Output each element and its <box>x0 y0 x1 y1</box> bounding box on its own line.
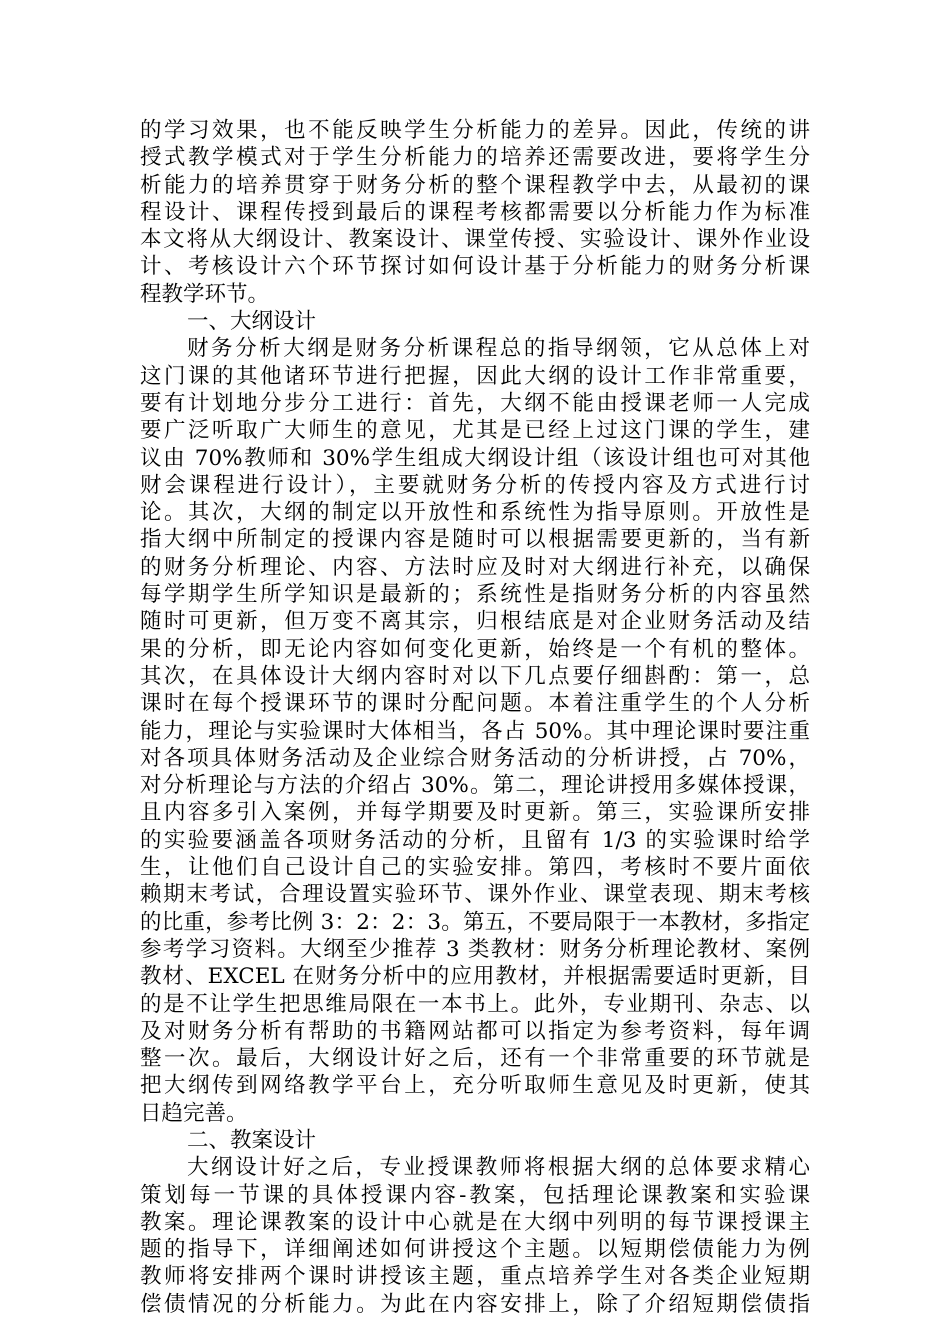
text-line: 教师将安排两个课时讲授该主题，重点培养学生对各类企业短期 <box>140 1264 810 1290</box>
text-line: 其次，在具体设计大纲内容时对以下几点要仔细斟酌：第一，总 <box>140 663 810 689</box>
text-line: 随时可更新，但万变不离其宗，归根结底是对企业财务活动及结 <box>140 609 810 635</box>
text-line: 这门课的其他诸环节进行把握，因此大纲的设计工作非常重要， <box>140 363 810 389</box>
text-line: 的财务分析理论、内容、方法时应及时对大纲进行补充，以确保 <box>140 554 810 580</box>
section-heading: 一、大纲设计 <box>187 309 317 335</box>
text-line: 财务分析大纲是财务分析课程总的指导纲领，它从总体上对 <box>187 336 810 362</box>
text-line: 程教学环节。 <box>140 281 270 307</box>
text-line: 能力，理论与实验课时大体相当，各占 50%。其中理论课时要注重 <box>140 718 810 744</box>
text-line: 参考学习资料。大纲至少推荐 3 类教材：财务分析理论教材、案例 <box>140 936 810 962</box>
section-heading: 二、教案设计 <box>187 1127 317 1153</box>
text-line: 生，让他们自己设计自己的实验安排。第四，考核时不要片面依 <box>140 855 810 881</box>
text-line: 课时在每个授课环节的课时分配问题。本着注重学生的个人分析 <box>140 691 810 717</box>
text-line: 每学期学生所学知识是最新的；系统性是指财务分析的内容虽然 <box>140 582 810 608</box>
text-line: 整一次。最后，大纲设计好之后，还有一个非常重要的环节就是 <box>140 1046 810 1072</box>
text-line: 的是不让学生把思维局限在一本书上。此外，专业期刊、杂志、以 <box>140 991 810 1017</box>
text-line: 程设计、课程传授到最后的课程考核都需要以分析能力作为标准 <box>140 199 810 225</box>
text-line: 的比重，参考比例 3：2：2：3。第五，不要局限于一本教材，多指定 <box>140 909 810 935</box>
text-line: 的学习效果，也不能反映学生分析能力的差异。因此，传统的讲 <box>140 118 810 143</box>
text-line: 对各项具体财务活动及企业综合财务活动的分析讲授，占 70%， <box>140 745 810 771</box>
text-line: 论。其次，大纲的制定以开放性和系统性为指导原则。开放性是 <box>140 500 810 526</box>
text-line: 议由 70%教师和 30%学生组成大纲设计组（该设计组也可对其他 <box>140 445 810 471</box>
text-line: 偿债情况的分析能力。为此在内容安排上，除了介绍短期偿债指 <box>140 1291 810 1317</box>
text-line: 对分析理论与方法的介绍占 30%。第二，理论讲授用多媒体授课， <box>140 773 810 799</box>
text-line: 的实验要涵盖各项财务活动的分析，且留有 1/3 的实验课时给学 <box>140 827 810 853</box>
text-line: 日趋完善。 <box>140 1100 248 1126</box>
text-line: 财会课程进行设计），主要就财务分析的传授内容及方式进行讨 <box>140 472 810 498</box>
text-line: 赖期末考试，合理设置实验环节、课外作业、课堂表现、期末考核 <box>140 882 810 908</box>
text-line: 及对财务分析有帮助的书籍网站都可以指定为参考资料，每年调 <box>140 1018 810 1044</box>
text-line: 授式教学模式对于学生分析能力的培养还需要改进，要将学生分 <box>140 145 810 171</box>
text-line: 教材、EXCEL 在财务分析中的应用教材，并根据需要适时更新，目 <box>140 964 810 990</box>
text-line: 计、考核设计六个环节探讨如何设计基于分析能力的财务分析课 <box>140 254 810 280</box>
text-line: 要有计划地分步分工进行：首先，大纲不能由授课老师一人完成 <box>140 390 810 416</box>
text-line: 果的分析，即无论内容如何变化更新，始终是一个有机的整体。 <box>140 636 810 662</box>
document-body <box>140 117 810 1318</box>
text-line: 本文将从大纲设计、教案设计、课堂传授、实验设计、课外作业设 <box>140 227 810 253</box>
text-line: 把大纲传到网络教学平台上，充分听取师生意见及时更新，使其 <box>140 1073 810 1099</box>
text-line: 大纲设计好之后，专业授课教师将根据大纲的总体要求精心 <box>187 1155 810 1181</box>
text-line: 教案。理论课教案的设计中心就是在大纲中列明的每节课授课主 <box>140 1209 810 1235</box>
text-line: 策划每一节课的具体授课内容-教案，包括理论课教案和实验课 <box>140 1182 810 1208</box>
text-line: 析能力的培养贯穿于财务分析的整个课程教学中去，从最初的课 <box>140 172 810 198</box>
text-line: 指大纲中所制定的授课内容是随时可以根据需要更新的，当有新 <box>140 527 810 553</box>
text-line: 且内容多引入案例，并每学期要及时更新。第三，实验课所安排 <box>140 800 810 826</box>
text-line: 题的指导下，详细阐述如何讲授这个主题。以短期偿债能力为例 <box>140 1237 810 1263</box>
text-line: 要广泛听取广大师生的意见，尤其是已经上过这门课的学生，建 <box>140 418 810 444</box>
